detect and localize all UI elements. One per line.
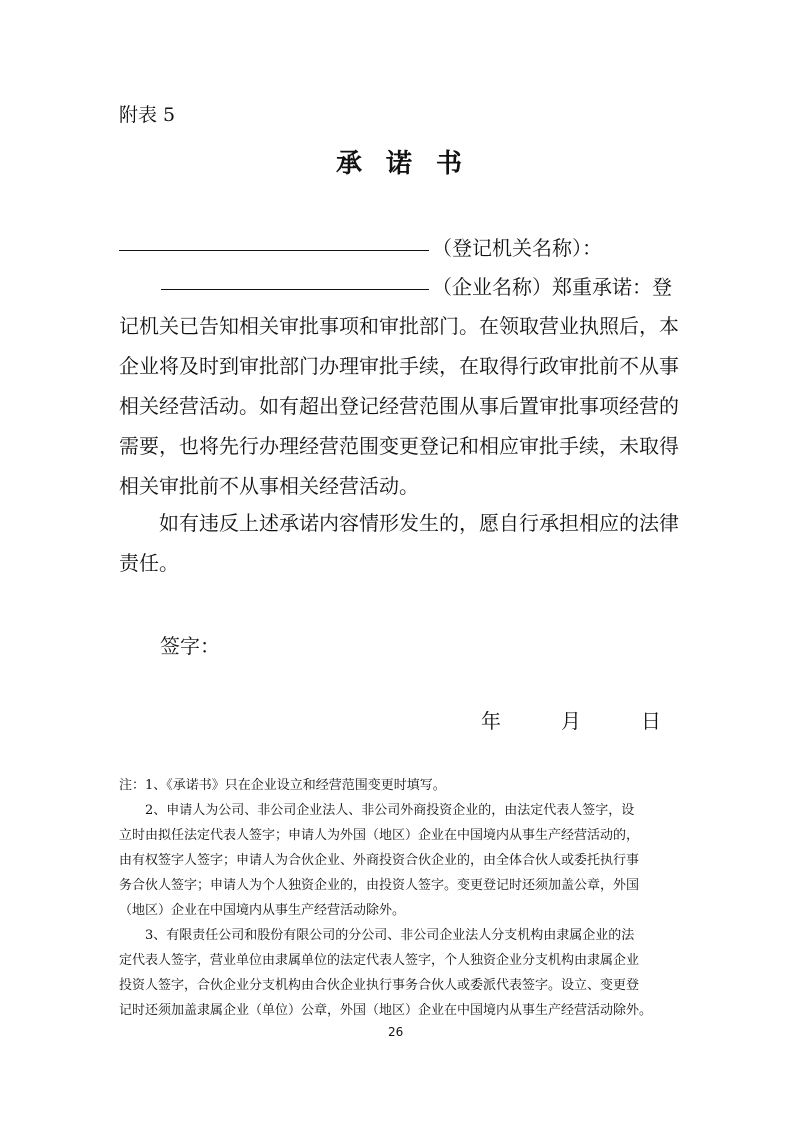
note-line: 注：1、《承诺书》只在企业设立和经营范围变更时填写。	[119, 778, 446, 793]
date-month: 月	[561, 709, 581, 733]
note-line: 定代表人签字，营业单位由隶属单位的法定代表人签字，个人独资企业分支机构由隶属企业	[119, 953, 640, 968]
date-day: 日	[641, 709, 661, 733]
company-name-blank	[161, 289, 429, 290]
paragraph-line: 需要，也将先行办理经营范围变更登记和相应审批手续，未取得	[119, 434, 679, 458]
paragraph-line: 相关经营活动。如有超出登记经营范围从事后置审批事项经营的	[119, 394, 679, 418]
note-line: 投资人签字，合伙企业分支机构由合伙企业执行事务合伙人或委派代表签字。设立、变更登	[119, 978, 640, 993]
annex-label: 附表 5	[119, 104, 176, 126]
note-line: 记时还须加盖隶属企业（单位）公章，外国（地区）企业在中国境内从事生产经营活动除外。	[119, 1003, 653, 1018]
paragraph-line: 相关审批前不从事相关经营活动。	[119, 474, 419, 498]
paragraph-line: 责任。	[119, 551, 179, 575]
document-title: 承诺书	[336, 149, 487, 179]
commitment-opening: （企业名称）郑重承诺：登	[432, 275, 672, 299]
paragraph-line: 如有违反上述承诺内容情形发生的，愿自行承担相应的法律	[119, 511, 679, 535]
date-year: 年	[481, 709, 501, 733]
note-line: 2、申请人为公司、非公司企业法人、非公司外商投资企业的，由法定代表人签字，设	[119, 803, 635, 818]
page-number: 26	[388, 1025, 404, 1039]
authority-name-label: （登记机关名称）：	[432, 236, 602, 260]
paragraph-line: 记机关已告知相关审批事项和审批部门。在领取营业执照后，本	[119, 314, 679, 338]
note-line: 立时由拟任法定代表人签字；申请人为外国（地区）企业在中国境内从事生产经营活动的，	[119, 828, 640, 843]
note-line: 3、有限责任公司和股份有限公司的分公司、非公司企业法人分支机构由隶属企业的法	[119, 928, 635, 943]
note-line: 务合伙人签字；申请人为个人独资企业的，由投资人签字。变更登记时还须加盖公章，外国	[119, 878, 640, 893]
signature-label: 签字：	[160, 634, 220, 658]
paragraph-line: 企业将及时到审批部门办理审批手续，在取得行政审批前不从事	[119, 354, 679, 378]
commitment-paragraph	[119, 306, 679, 506]
notes-section	[119, 773, 679, 1023]
liability-paragraph	[119, 503, 679, 583]
note-line: （地区）企业在中国境内从事生产经营活动除外。	[119, 903, 406, 918]
note-line: 由有权签字人签字；申请人为合伙企业、外商投资合伙企业的，由全体合伙人或委托执行事	[119, 853, 640, 868]
authority-name-blank	[119, 250, 429, 251]
